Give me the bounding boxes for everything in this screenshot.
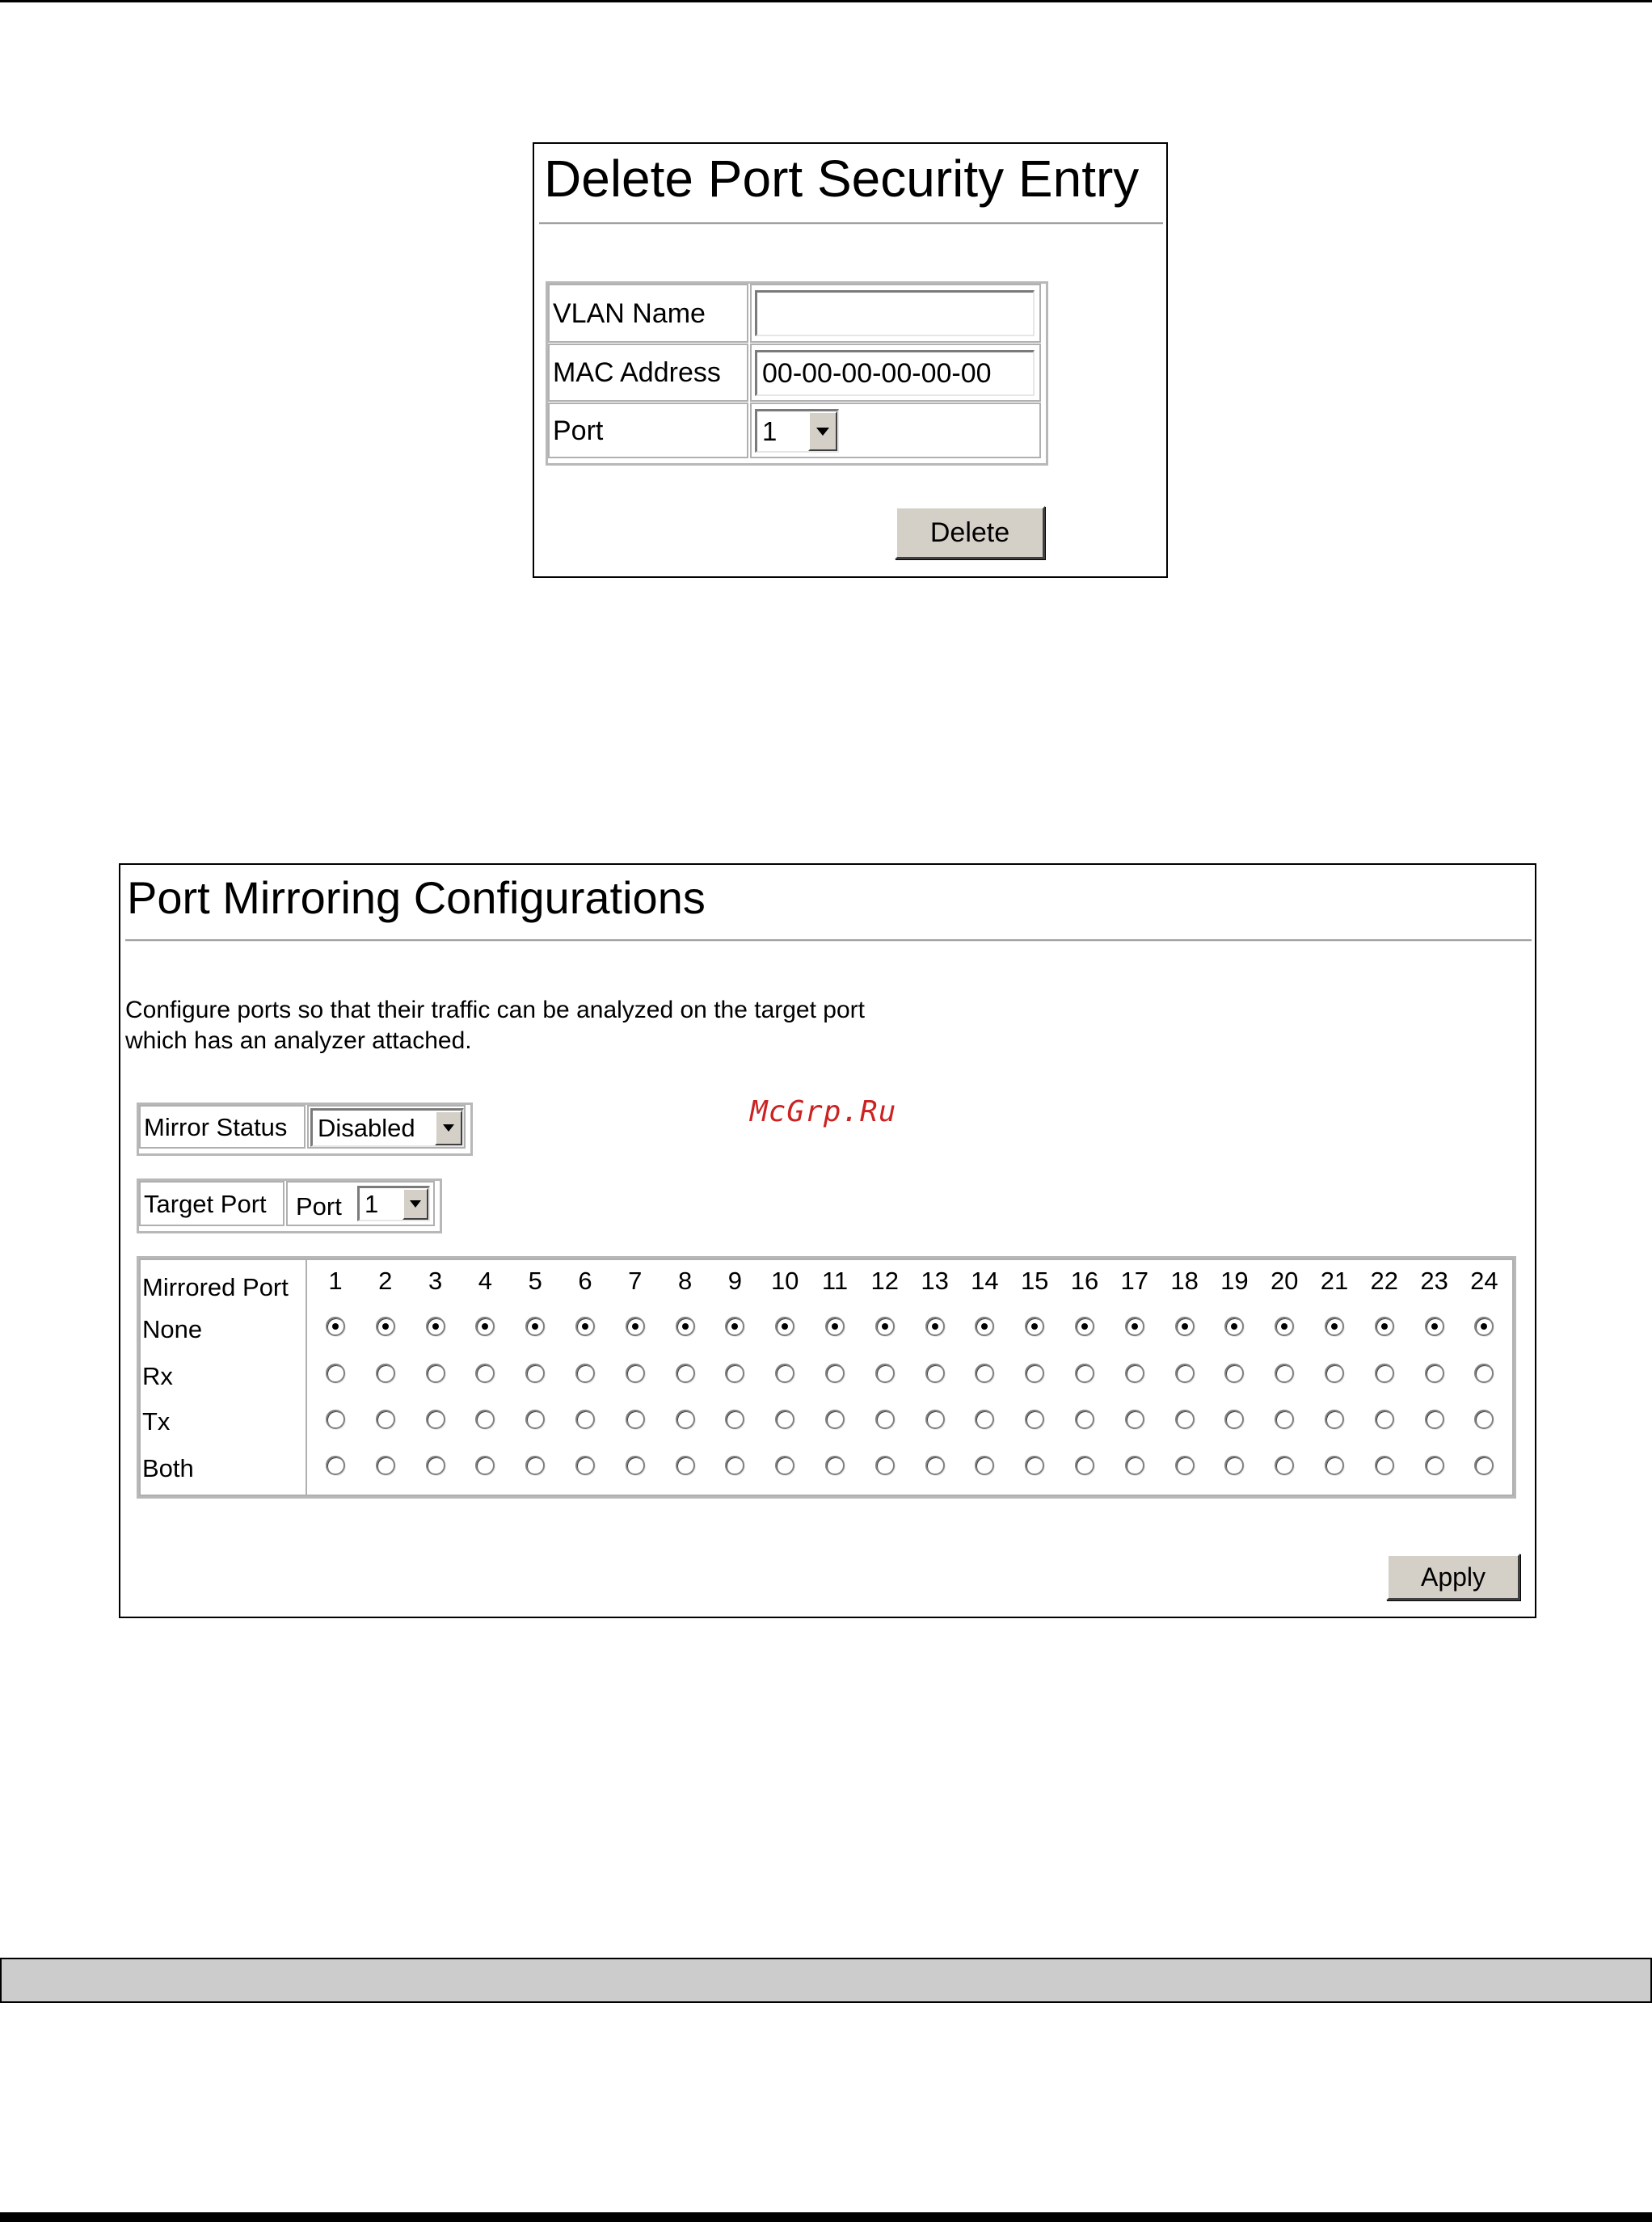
radio-port-7-rx[interactable] (626, 1364, 645, 1383)
radio-port-22-rx[interactable] (1375, 1364, 1394, 1383)
radio-port-3-none[interactable] (426, 1317, 445, 1336)
port-number-9: 9 (727, 1267, 743, 1295)
mac-address-cell (750, 344, 1041, 402)
mirror-status-label: Mirror Status (139, 1105, 306, 1149)
gray-band (0, 1958, 1652, 2003)
row-label-none: None (142, 1315, 203, 1343)
radio-port-21-none[interactable] (1325, 1317, 1344, 1336)
radio-port-12-rx[interactable] (875, 1364, 895, 1383)
radio-port-6-none[interactable] (575, 1317, 595, 1336)
port-number-19: 19 (1220, 1267, 1249, 1295)
port-number-22: 22 (1370, 1267, 1399, 1295)
port-number-8: 8 (677, 1267, 693, 1295)
port-mirroring-panel (119, 863, 1536, 1618)
radio-port-23-both[interactable] (1425, 1456, 1444, 1475)
radio-port-16-rx[interactable] (1075, 1364, 1094, 1383)
target-port-inner-label: Port (296, 1192, 342, 1221)
radio-port-22-both[interactable] (1375, 1456, 1394, 1475)
port-label: Port (548, 403, 748, 458)
radio-port-18-none[interactable] (1175, 1317, 1195, 1336)
target-port-select[interactable] (357, 1186, 430, 1221)
apply-button[interactable]: Apply (1386, 1554, 1520, 1600)
mirror-status-select[interactable] (310, 1108, 464, 1147)
radio-port-1-none[interactable] (326, 1317, 345, 1336)
radio-port-22-tx[interactable] (1375, 1410, 1394, 1429)
port-number-2: 2 (378, 1267, 393, 1295)
radio-port-20-none[interactable] (1275, 1317, 1294, 1336)
mirror-status-cell (307, 1105, 466, 1149)
port-number-5: 5 (528, 1267, 542, 1295)
port-number-14: 14 (971, 1267, 999, 1295)
mirrored-port-grid (137, 1256, 1516, 1499)
port-number-6: 6 (578, 1267, 592, 1295)
port-select-value: 1 (762, 416, 778, 446)
mac-address-input[interactable] (755, 350, 1035, 396)
radio-port-16-tx[interactable] (1075, 1410, 1094, 1429)
radio-port-15-rx[interactable] (1025, 1364, 1044, 1383)
radio-port-8-rx[interactable] (676, 1364, 695, 1383)
radio-port-10-none[interactable] (775, 1317, 794, 1336)
radio-port-20-tx[interactable] (1275, 1410, 1294, 1429)
radio-port-5-none[interactable] (525, 1317, 545, 1336)
radio-port-20-rx[interactable] (1275, 1364, 1294, 1383)
radio-port-5-tx[interactable] (525, 1410, 545, 1429)
radio-port-18-both[interactable] (1175, 1456, 1195, 1475)
radio-port-2-rx[interactable] (376, 1364, 395, 1383)
port-number-13: 13 (921, 1267, 949, 1295)
radio-port-1-tx[interactable] (326, 1410, 345, 1429)
radio-port-5-rx[interactable] (525, 1364, 545, 1383)
port-number-18: 18 (1170, 1267, 1199, 1295)
radio-port-11-both[interactable] (825, 1456, 845, 1475)
radio-port-3-tx[interactable] (426, 1410, 445, 1429)
radio-port-12-none[interactable] (875, 1317, 895, 1336)
port-number-24: 24 (1470, 1267, 1498, 1295)
radio-port-22-none[interactable] (1375, 1317, 1394, 1336)
target-port-group (137, 1178, 442, 1233)
port-number-3: 3 (428, 1267, 443, 1295)
radio-port-7-tx[interactable] (626, 1410, 645, 1429)
radio-port-15-tx[interactable] (1025, 1410, 1044, 1429)
row-label-tx: Tx (142, 1407, 171, 1436)
radio-port-6-rx[interactable] (575, 1364, 595, 1383)
chevron-down-icon[interactable] (808, 411, 837, 451)
radio-port-10-rx[interactable] (775, 1364, 794, 1383)
radio-port-12-tx[interactable] (875, 1410, 895, 1429)
port-number-17: 17 (1120, 1267, 1149, 1295)
radio-port-10-both[interactable] (775, 1456, 794, 1475)
port-number-21: 21 (1320, 1267, 1349, 1295)
radio-port-5-both[interactable] (525, 1456, 545, 1475)
radio-port-23-rx[interactable] (1425, 1364, 1444, 1383)
radio-port-21-both[interactable] (1325, 1456, 1344, 1475)
radio-port-2-none[interactable] (376, 1317, 395, 1336)
radio-port-21-rx[interactable] (1325, 1364, 1344, 1383)
port-number-11: 11 (821, 1267, 849, 1295)
radio-port-11-rx[interactable] (825, 1364, 845, 1383)
vlan-name-cell (750, 284, 1041, 343)
watermark: McGrp.Ru (750, 1095, 897, 1128)
radio-port-7-both[interactable] (626, 1456, 645, 1475)
radio-port-3-both[interactable] (426, 1456, 445, 1475)
radio-port-13-tx[interactable] (925, 1410, 945, 1429)
port-select[interactable] (755, 409, 839, 453)
radio-port-16-none[interactable] (1075, 1317, 1094, 1336)
radio-port-3-rx[interactable] (426, 1364, 445, 1383)
delete-form-grid (546, 281, 1048, 466)
radio-port-17-rx[interactable] (1125, 1364, 1144, 1383)
title-divider (539, 222, 1163, 225)
radio-port-15-none[interactable] (1025, 1317, 1044, 1336)
target-port-cell (286, 1181, 435, 1226)
delete-button[interactable]: Delete (895, 506, 1045, 559)
title-divider (125, 939, 1532, 942)
radio-port-8-none[interactable] (676, 1317, 695, 1336)
port-number-20: 20 (1270, 1267, 1299, 1295)
radio-port-8-tx[interactable] (676, 1410, 695, 1429)
radio-port-23-none[interactable] (1425, 1317, 1444, 1336)
radio-port-1-rx[interactable] (326, 1364, 345, 1383)
radio-port-18-rx[interactable] (1175, 1364, 1195, 1383)
radio-port-12-both[interactable] (875, 1456, 895, 1475)
radio-port-21-tx[interactable] (1325, 1410, 1344, 1429)
delete-port-security-panel (533, 142, 1168, 578)
radio-port-8-both[interactable] (676, 1456, 695, 1475)
row-label-rx: Rx (142, 1362, 173, 1390)
radio-port-2-both[interactable] (376, 1456, 395, 1475)
radio-port-13-both[interactable] (925, 1456, 945, 1475)
radio-port-10-tx[interactable] (775, 1410, 794, 1429)
port-number-23: 23 (1420, 1267, 1448, 1295)
radio-port-11-tx[interactable] (825, 1410, 845, 1429)
radio-port-17-none[interactable] (1125, 1317, 1144, 1336)
radio-port-6-tx[interactable] (575, 1410, 595, 1429)
radio-port-7-none[interactable] (626, 1317, 645, 1336)
target-port-value: 1 (365, 1190, 379, 1218)
chevron-down-icon[interactable] (402, 1188, 428, 1220)
port-number-15: 15 (1020, 1267, 1049, 1295)
port-mirroring-title: Port Mirroring Configurations (127, 872, 706, 923)
radio-port-13-rx[interactable] (925, 1364, 945, 1383)
mirrored-port-label: Mirrored Port (142, 1273, 289, 1301)
delete-port-security-title: Delete Port Security Entry (544, 150, 1140, 208)
radio-port-17-both[interactable] (1125, 1456, 1144, 1475)
radio-port-16-both[interactable] (1075, 1456, 1094, 1475)
vlan-name-label: VLAN Name (548, 284, 748, 343)
port-number-10: 10 (770, 1267, 799, 1295)
radio-port-23-tx[interactable] (1425, 1410, 1444, 1429)
radio-port-11-none[interactable] (825, 1317, 845, 1336)
vlan-name-input[interactable] (755, 290, 1035, 336)
mirror-status-value: Disabled (318, 1114, 415, 1142)
radio-port-20-both[interactable] (1275, 1456, 1294, 1475)
radio-port-15-both[interactable] (1025, 1456, 1044, 1475)
radio-port-1-both[interactable] (326, 1456, 345, 1475)
target-port-label: Target Port (139, 1181, 284, 1226)
chevron-down-icon[interactable] (435, 1111, 462, 1145)
radio-port-17-tx[interactable] (1125, 1410, 1144, 1429)
port-cell (750, 403, 1041, 458)
top-rule (0, 0, 1652, 2)
mac-address-label: MAC Address (548, 344, 748, 402)
radio-port-2-tx[interactable] (376, 1410, 395, 1429)
port-number-12: 12 (870, 1267, 900, 1295)
bottom-rule (0, 2212, 1652, 2222)
port-number-1: 1 (328, 1267, 343, 1295)
description-line-1: Configure ports so that their traffic can be analyzed on the target port (125, 997, 865, 1023)
radio-port-18-tx[interactable] (1175, 1410, 1195, 1429)
description-line-2: which has an analyzer attached. (125, 1027, 472, 1054)
row-label-both: Both (142, 1454, 194, 1482)
radio-port-13-none[interactable] (925, 1317, 945, 1336)
radio-port-6-both[interactable] (575, 1456, 595, 1475)
mirror-status-group (137, 1103, 473, 1156)
port-number-16: 16 (1070, 1267, 1099, 1295)
port-number-4: 4 (478, 1267, 493, 1295)
port-number-7: 7 (628, 1267, 643, 1295)
